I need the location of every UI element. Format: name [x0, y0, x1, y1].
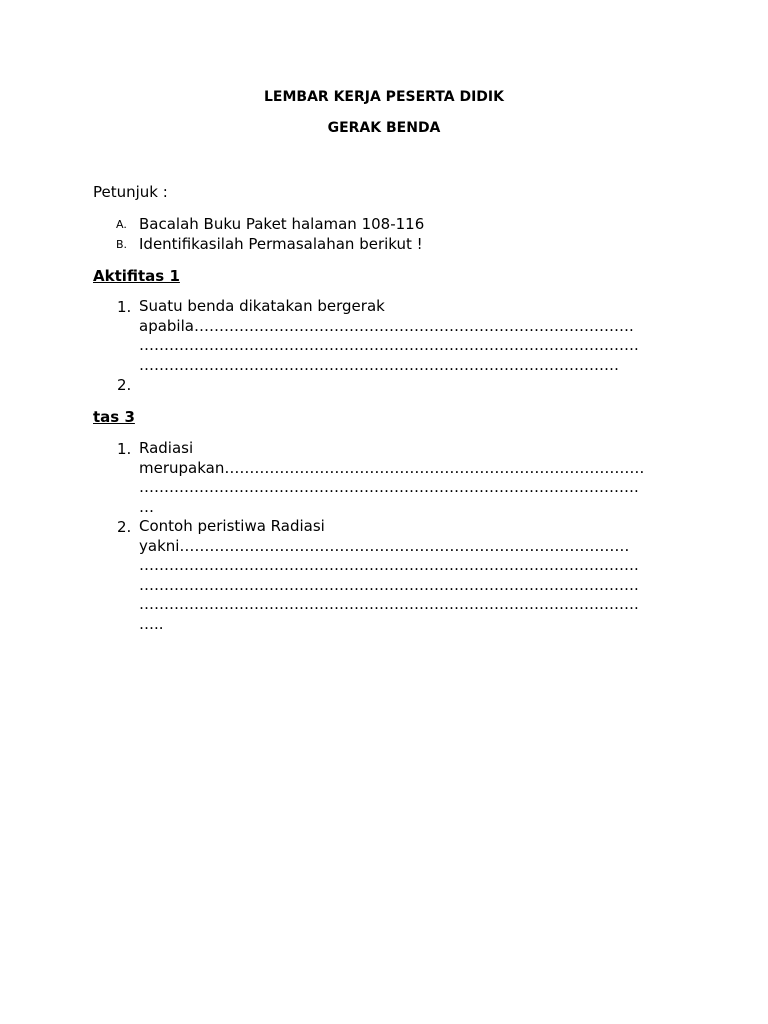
question-item	[93, 439, 693, 519]
question-line: Suatu benda dikatakan bergerak	[139, 297, 385, 315]
question-item	[93, 375, 693, 395]
answer-dotted-line: …	[139, 497, 154, 516]
answer-dotted-line: …..	[139, 614, 164, 633]
section-heading-tas-3: tas 3	[93, 408, 135, 426]
question-number: 2.	[117, 376, 132, 394]
answer-dotted-line: merupakan…………………………………………………………………………	[139, 458, 645, 477]
instruction-text: Identifikasilah Permasalahan berikut !	[139, 235, 423, 253]
instruction-text: Bacalah Buku Paket halaman 108-116	[139, 215, 425, 233]
question-body	[139, 297, 639, 375]
question-item	[93, 517, 693, 637]
instruction-marker: B.	[116, 238, 128, 251]
section-heading-aktifitas-1: Aktifitas 1	[93, 267, 180, 285]
answer-dotted-line: ……………………………………………………………………………………….	[139, 336, 639, 354]
question-body	[139, 517, 639, 634]
instruction-item	[93, 234, 693, 254]
answer-dotted-line: ……………………………………………………………………………………….	[139, 556, 639, 574]
answer-dotted-line: ……………………………………………………………………………………	[139, 355, 619, 374]
answer-dotted-line: apabila…………………………………………………………………………….	[139, 316, 634, 335]
question-number: 1.	[117, 298, 132, 316]
instruction-item	[93, 214, 693, 234]
question-number: 1.	[117, 440, 132, 458]
question-body	[139, 439, 644, 517]
answer-dotted-line: ……………………………………………………………………………………….	[139, 575, 639, 594]
question-line: Radiasi	[139, 439, 194, 457]
question-line: Contoh peristiwa Radiasi	[139, 517, 325, 535]
answer-dotted-line: ……………………………………………………………………………………….	[139, 478, 639, 496]
question-number: 2.	[117, 518, 132, 536]
document-title: LEMBAR KERJA PESERTA DIDIK	[264, 89, 504, 105]
answer-dotted-line: ……………………………………………………………………………………….	[139, 595, 639, 613]
answer-dotted-line: yakni………………………………………………………………………………	[139, 536, 630, 555]
document-subtitle: GERAK BENDA	[327, 120, 441, 136]
instruction-marker: A.	[116, 218, 127, 231]
instructions-label: Petunjuk :	[93, 183, 168, 201]
question-item	[93, 297, 693, 377]
